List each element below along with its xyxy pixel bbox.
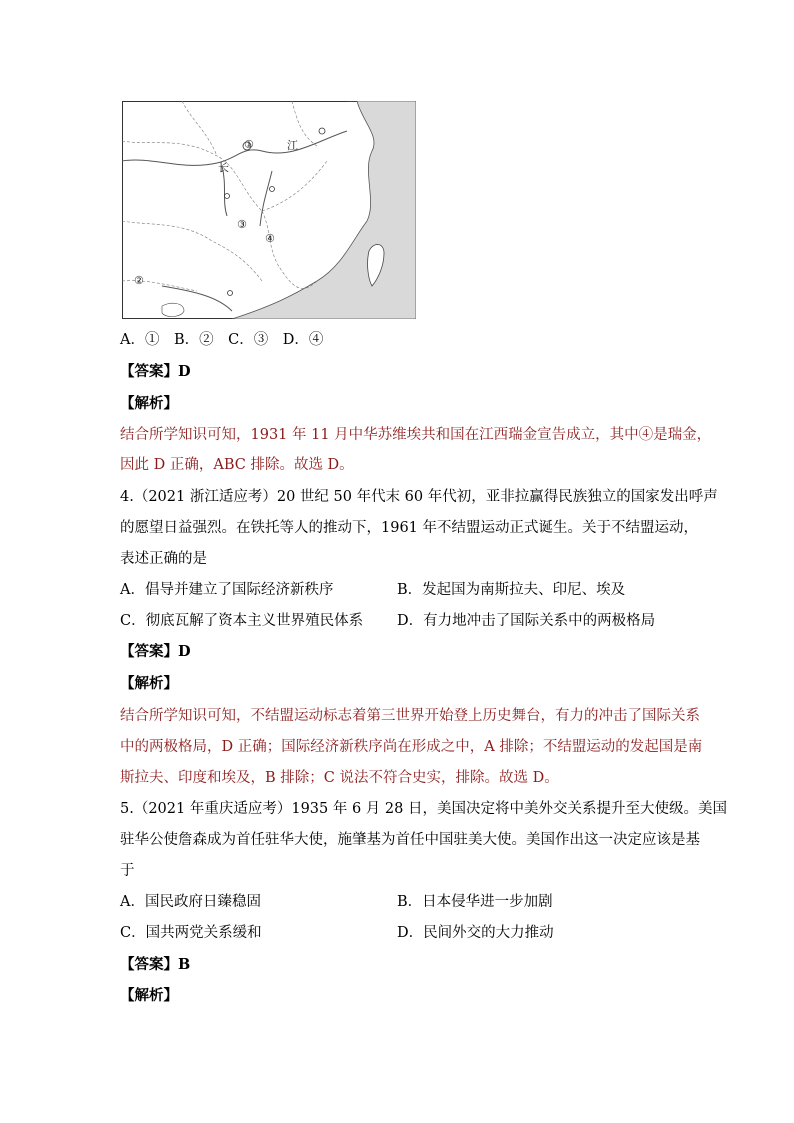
q5-option-b: B．日本侵华进一步加剧 — [397, 894, 553, 910]
q3-analysis-heading: 【解析】 — [120, 395, 178, 412]
q3-analysis-line: 因此 D 正确，ABC 排除。故选 D。 — [120, 457, 354, 473]
map-label-chang: 长 — [218, 161, 229, 174]
q5-stem-line: 驻华公使詹森成为首任驻华大使，施肇基为首任中国驻美大使。美国作出这一决定应该是基 — [120, 832, 700, 848]
china-southeast-map — [122, 101, 416, 319]
q4-analysis-line: 斯拉夫、印度和埃及，B 排除；C 说法不符合史实，排除。故选 D。 — [120, 770, 559, 786]
q4-analysis-line: 结合所学知识可知，不结盟运动标志着第三世界开始登上历史舞台，有力的冲击了国际关系 — [120, 708, 700, 724]
q5-stem-line: 5.（2021 年重庆适应考）1935 年 6 月 28 日，美国决定将中美外交关系提升至大使级。美国 — [120, 801, 727, 817]
q5-stem-line: 于 — [120, 863, 135, 879]
q4-answer: 【答案】D — [120, 643, 191, 660]
map-label-1: ① — [244, 138, 254, 151]
q4-option-a: A．倡导并建立了国际经济新秩序 — [120, 582, 334, 598]
q4-stem-line: 4.（2021 浙江适应考）20 世纪 50 年代末 60 年代初，亚非拉赢得民族独立的国家发出呼声 — [120, 489, 718, 505]
q5-analysis-heading: 【解析】 — [120, 987, 178, 1004]
map-label-4: ④ — [265, 232, 275, 245]
q4-analysis-line: 中的两极格局，D 正确；国际经济新秩序尚在形成之中，A 排除；不结盟运动的发起国是南 — [120, 739, 703, 755]
q5-option-a: A．国民政府日臻稳固 — [120, 894, 261, 910]
q5-answer: 【答案】B — [120, 956, 191, 973]
q4-option-b: B．发起国为南斯拉夫、印尼、埃及 — [397, 582, 626, 598]
q3-answer: 【答案】D — [120, 363, 191, 380]
q4-stem-line: 的愿望日益强烈。在铁托等人的推动下，1961 年不结盟运动正式诞生。关于不结盟运动， — [120, 520, 699, 536]
q5-option-c: C．国共两党关系缓和 — [120, 925, 262, 941]
map-label-3: ③ — [237, 218, 247, 231]
q4-option-d: D．有力地冲击了国际关系中的两极格局 — [397, 613, 656, 629]
q5-option-d: D．民间外交的大力推动 — [397, 925, 554, 941]
q4-stem-line: 表述正确的是 — [120, 551, 207, 567]
hainan-island — [162, 303, 184, 316]
map-label-jiang: 江 — [287, 139, 298, 152]
q4-option-c: C．彻底瓦解了资本主义世界殖民体系 — [120, 613, 364, 629]
q3-analysis-line: 结合所学知识可知，1931 年 11 月中华苏维埃共和国在江西瑞金宣告成立，其中④是瑞金， — [120, 427, 712, 443]
q3-options: A．① B．② C．③ D．④ — [120, 332, 324, 348]
q4-analysis-heading: 【解析】 — [120, 675, 178, 692]
map-label-2: ② — [134, 274, 144, 287]
